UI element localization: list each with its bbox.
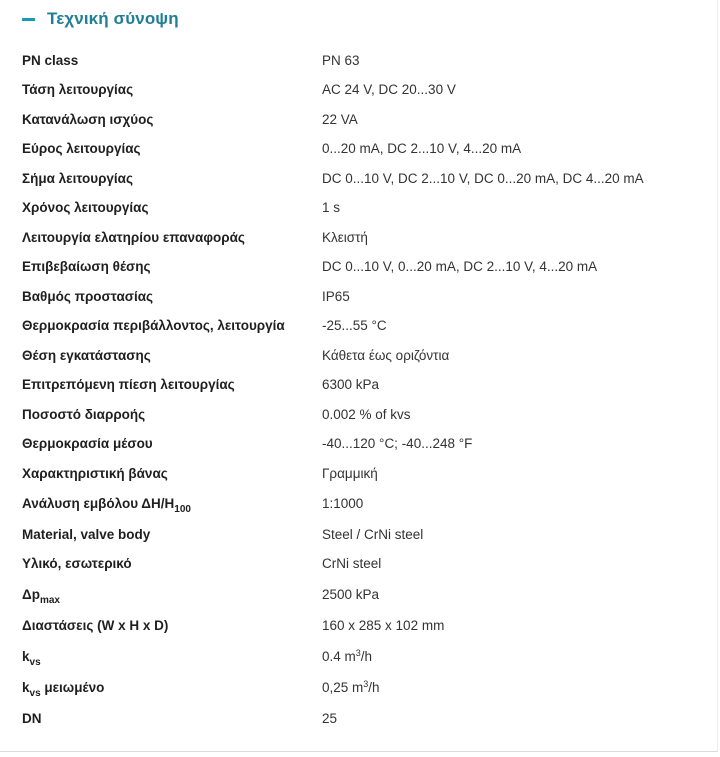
spec-value: Κλειστή <box>322 229 368 245</box>
spec-label: Λειτουργία ελατηρίου επαναφοράς <box>22 229 245 245</box>
spec-label-main: k <box>22 680 30 695</box>
table-row <box>22 579 702 610</box>
spec-value-superscript: 3 <box>355 647 361 658</box>
spec-value: 1 s <box>322 200 341 216</box>
spec-label: Τάση λειτουργίας <box>22 82 134 98</box>
spec-label-main: k <box>22 648 30 664</box>
spec-label: Επιβεβαίωση θέσης <box>22 259 151 275</box>
spec-label: Βαθμός προστασίας <box>22 288 154 304</box>
spec-value: 2500 kPa <box>322 586 380 602</box>
spec-value <box>322 672 702 704</box>
table-row <box>22 76 702 106</box>
table-row <box>22 610 702 641</box>
spec-value: 6300 kPa <box>322 377 380 393</box>
spec-label-main: Δp <box>22 586 40 602</box>
table-row <box>22 223 702 253</box>
table-row <box>22 704 702 734</box>
spec-value: -40...120 °C; -40...248 °F <box>322 436 473 452</box>
spec-value: AC 24 V, DC 20...30 V <box>322 82 456 98</box>
spec-label: Χαρακτηριστική βάνας <box>22 465 168 481</box>
spec-value-main: 0.4 m <box>322 648 356 664</box>
spec-value: 25 <box>322 711 338 726</box>
spec-label-subscript: 100 <box>174 504 191 515</box>
spec-value: 1:1000 <box>322 496 364 511</box>
spec-value: Steel / CrNi steel <box>322 526 424 542</box>
table-row <box>22 459 702 489</box>
spec-value-main: 0,25 m <box>322 680 364 695</box>
spec-value-superscript: 3 <box>363 679 369 689</box>
table-row <box>22 430 702 460</box>
spec-label: Κατανάλωση ισχύος <box>22 111 154 127</box>
spec-label: Θέση εγκατάστασης <box>22 347 151 363</box>
table-row <box>22 672 702 704</box>
spec-label: Material, valve body <box>22 526 151 542</box>
minus-icon[interactable] <box>22 18 35 21</box>
spec-label <box>22 672 322 704</box>
spec-value: DC 0...10 V, 0...20 mA, DC 2...10 V, 4...20 mA <box>322 259 598 275</box>
spec-label: Επιτρεπόμενη πίεση λειτουργίας <box>22 377 235 393</box>
spec-value-tail: /h <box>368 680 380 695</box>
spec-value: 0.002 % of kvs <box>322 406 411 422</box>
table-row <box>22 105 702 135</box>
spec-value: 22 VA <box>322 111 358 127</box>
table-row <box>22 341 702 371</box>
spec-label-subscript: vs <box>29 656 41 668</box>
spec-value: -25...55 °C <box>322 318 387 334</box>
table-row <box>22 194 702 224</box>
table-row <box>22 641 702 672</box>
table-row <box>22 371 702 401</box>
spec-table <box>22 46 702 734</box>
spec-value: Γραμμική <box>322 465 378 481</box>
table-row <box>22 282 702 312</box>
spec-label-subscript: max <box>39 594 60 606</box>
section-title: Τεχνική σύνοψη <box>47 9 179 28</box>
spec-label: Σήμα λειτουργίας <box>22 170 134 186</box>
spec-value: DC 0...10 V, DC 2...10 V, DC 0...20 mA, DC 4...20 mA <box>322 170 644 186</box>
table-row <box>22 135 702 165</box>
table-row <box>22 312 702 342</box>
spec-label: Χρόνος λειτουργίας <box>22 200 149 216</box>
spec-label: Διαστάσεις (W x H x D) <box>22 617 169 633</box>
spec-label: Υλικό, εσωτερικό <box>22 556 132 572</box>
spec-label: Θερμοκρασία περιβάλλοντος, λειτουργία <box>22 318 285 334</box>
spec-value: IP65 <box>322 288 350 304</box>
table-row <box>22 489 702 520</box>
spec-label-subscript: vs <box>29 688 41 699</box>
spec-label: Ποσοστό διαρροής <box>22 406 146 422</box>
spec-value: PN 63 <box>322 52 360 68</box>
table-row <box>22 46 702 76</box>
spec-label <box>22 579 322 610</box>
spec-value: CrNi steel <box>322 556 382 572</box>
spec-label <box>22 489 322 520</box>
spec-label: PN class <box>22 52 79 68</box>
table-row <box>22 550 702 580</box>
section-header-toggle[interactable] <box>22 6 179 32</box>
spec-value: 160 x 285 x 102 mm <box>322 617 445 633</box>
spec-value <box>322 641 702 672</box>
spec-value: 0...20 mA, DC 2...10 V, 4...20 mA <box>322 141 522 157</box>
spec-label: Εύρος λειτουργίας <box>22 141 141 157</box>
spec-value: Κάθετα έως οριζόντια <box>322 347 450 363</box>
spec-label <box>22 641 322 672</box>
table-row <box>22 164 702 194</box>
spec-label: Θερμοκρασία μέσου <box>22 436 153 452</box>
table-row <box>22 253 702 283</box>
spec-label: DN <box>22 711 42 726</box>
spec-value-tail: /h <box>360 648 373 664</box>
table-row <box>22 520 702 550</box>
spec-label-tail: μειωμένο <box>40 680 105 695</box>
spec-label-main: Ανάλυση εμβόλου ΔΗ/Η <box>22 496 175 511</box>
table-row <box>22 400 702 430</box>
